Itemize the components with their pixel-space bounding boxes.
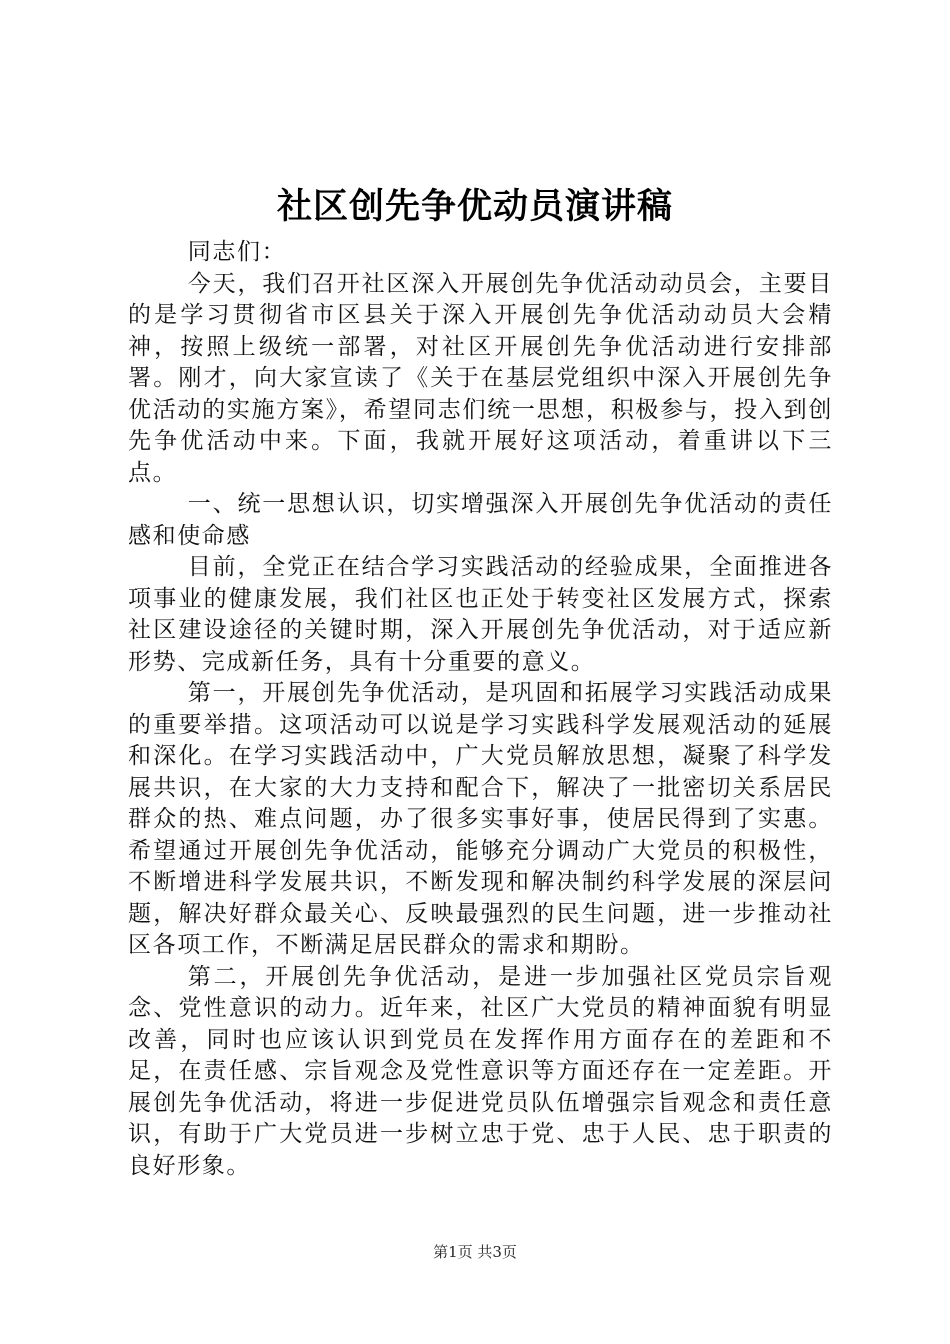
intro-paragraph: 今天，我们召开社区深入开展创先争优活动动员会，主要目的是学习贯彻省市区县关于深入开展创先争优活动动员大会精神，按照上级统一部署，对社区开展创先争优活动进行安排部署。刚才，向大家宣读了《关于在基层党组织中深入开展创先争优活动的实施方案》，希望同志们统一思想，积极参与，投入到创先争优活动中来。下面，我就开展好这项活动，着重讲以下三点。 [128,270,833,486]
salutation-paragraph: 同志们： [187,239,287,265]
page-footer: 第1页 共3页 [433,1243,517,1261]
document-title: 社区创先争优动员演讲稿 [276,186,673,227]
body-paragraph: 第一，开展创先争优活动，是巩固和拓展学习实践活动成果的重要举措。这项活动可以说是学习实践科学发展观活动的延展和深化。在学习实践活动中，广大党员解放思想，凝聚了科学发展共识，在大家的大力支持和配合下，解决了一批密切关系居民群众的热、难点问题，办了很多实事好事，使居民得到了实惠。希望通过开展创先争优活动，能够充分调动广大党员的积极性，不断增进科学发展共识，不断发现和解决制约科学发展的深层问题，解决好群众最关心、反映最强烈的民生问题，进一步推动社区各项工作，不断满足居民群众的需求和期盼。 [128,680,833,958]
body-paragraph: 第二，开展创先争优活动，是进一步加强社区党员宗旨观念、党性意识的动力。近年来，社区广大党员的精神面貌有明显改善，同时也应该认识到党员在发挥作用方面存在的差距和不足，在责任感、宗旨观念及党性意识等方面还存在一定差距。开展创先争优活动，将进一步促进党员队伍增强宗旨观念和责任意识，有助于广大党员进一步树立忠于党、忠于人民、忠于职责的良好形象。 [128,963,833,1179]
document-body [128,237,833,1182]
body-paragraph: 目前，全党正在结合学习实践活动的经验成果，全面推进各项事业的健康发展，我们社区也正处于转变社区发展方式，探索社区建设途径的关键时期，深入开展创先争优活动，对于适应新形势、完成新任务，具有十分重要的意义。 [128,554,833,675]
section-heading-1: 一、统一思想认识，切实增强深入开展创先争优活动的责任感和使命感 [128,491,833,549]
